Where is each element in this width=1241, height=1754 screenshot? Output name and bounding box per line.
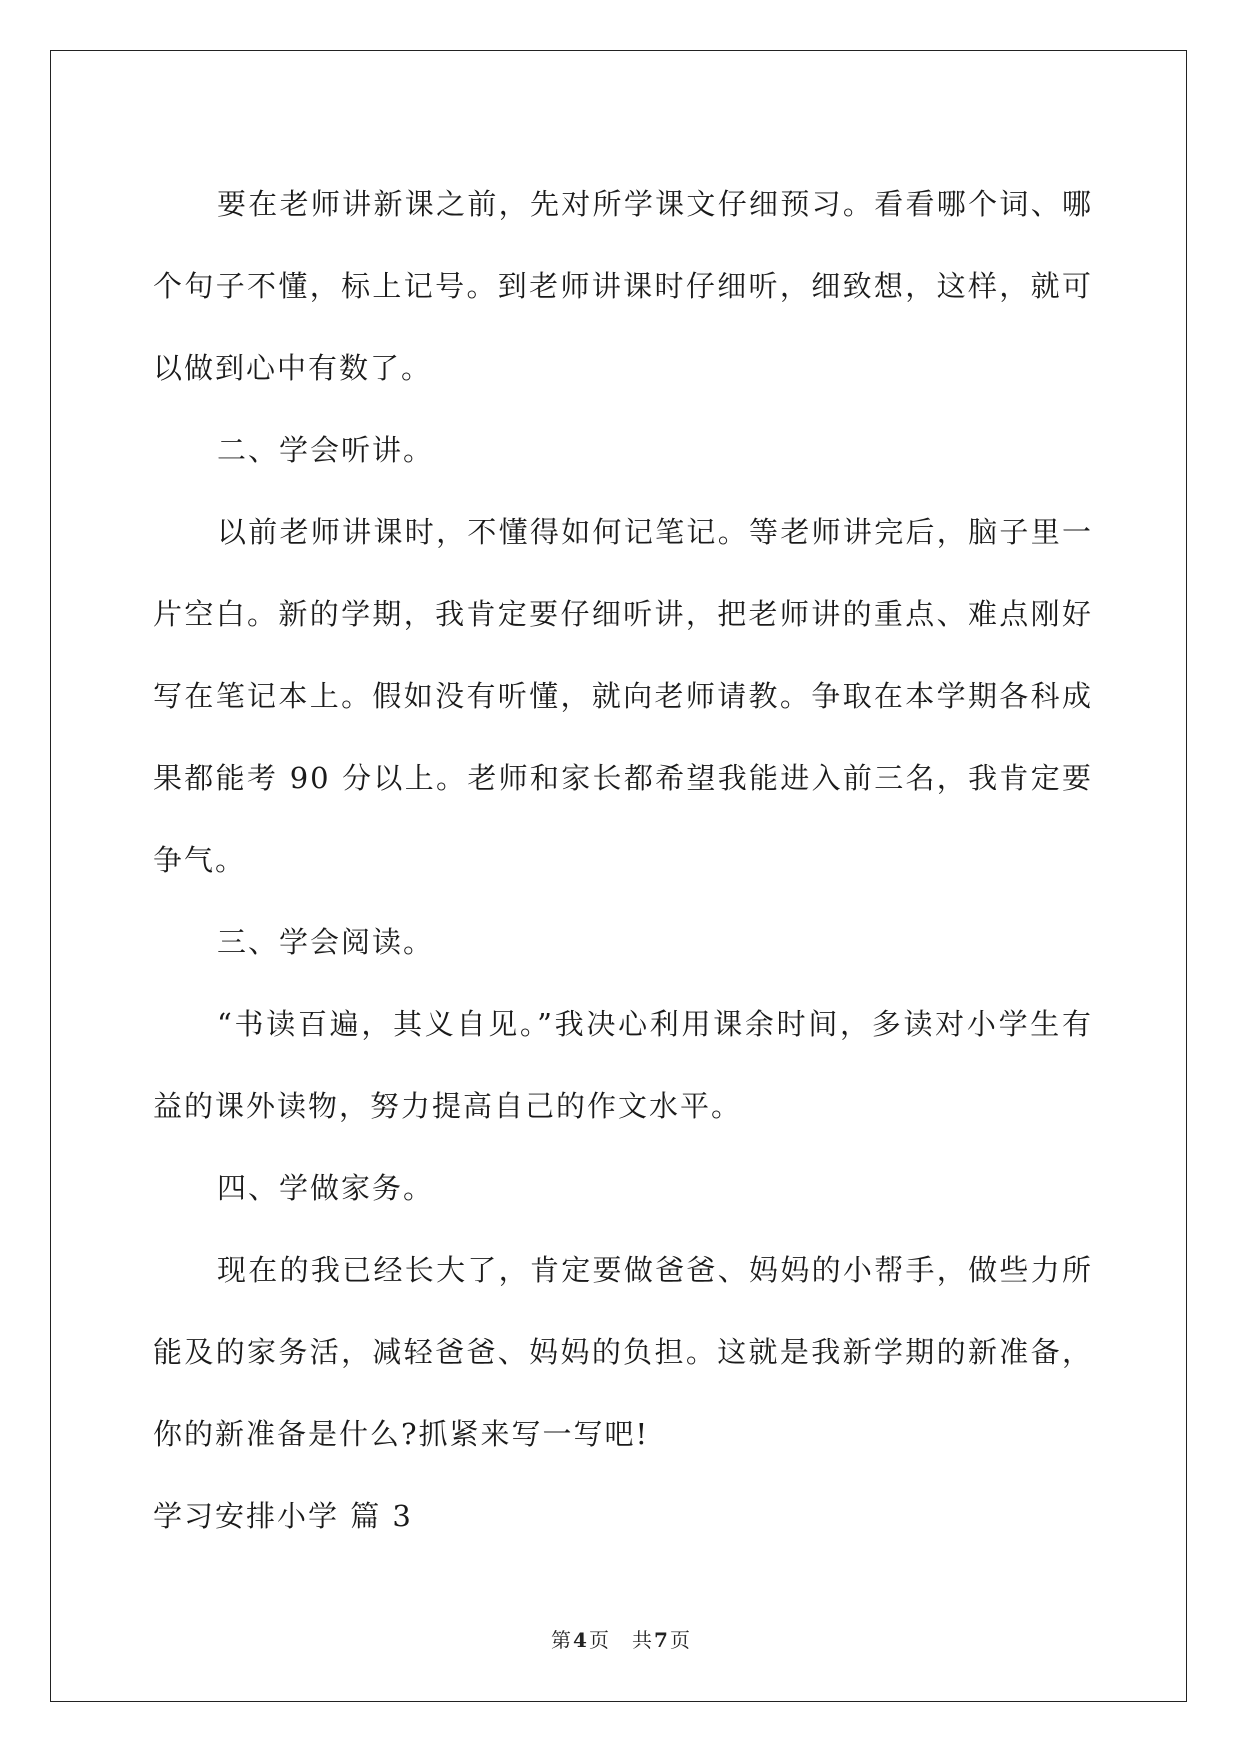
footer-total-prefix: 共 <box>632 1628 653 1652</box>
heading-learn-listening: 二、学会听讲。 <box>217 433 435 467</box>
footer-page-suffix: 页 <box>588 1628 609 1652</box>
section-title: 学习安排小学 篇 3 <box>153 1499 413 1533</box>
paragraph-housework: 现在的我已经长大了，肯定要做爸爸、妈妈的小帮手，做些力所能及的家务活，减轻爸爸、妈妈的负担。这就是我新学期的新准备，你的新准备是什么?抓紧来写一写吧! <box>153 1253 1093 1451</box>
paragraph-reading: “书读百遍，其义自见。”我决心利用课余时间，多读对小学生有益的课外读物，努力提高自己的作文水平。 <box>153 1007 1093 1123</box>
heading-learn-reading: 三、学会阅读。 <box>217 925 435 959</box>
footer-total-suffix: 页 <box>669 1628 690 1652</box>
paragraph-preview-study: 要在老师讲新课之前，先对所学课文仔细预习。看看哪个词、哪个句子不懂，标上记号。到老师讲课时仔细听，细致想，这样，就可以做到心中有数了。 <box>153 187 1093 385</box>
paragraph-listening: 以前老师讲课时，不懂得如何记笔记。等老师讲完后，脑子里一片空白。新的学期，我肯定要仔细听讲，把老师讲的重点、难点刚好写在笔记本上。假如没有听懂，就向老师请教。争取在本学期各科成果都能考 90 分以上。老师和家长都希望我能进入前三名，我肯定要争气。 <box>153 515 1093 877</box>
page-footer <box>0 1624 1241 1653</box>
footer-total-pages: 7 <box>654 1628 668 1652</box>
footer-page-number: 4 <box>573 1628 587 1652</box>
footer-prefix: 第 <box>551 1628 572 1652</box>
document-body <box>153 163 1093 1557</box>
heading-housework: 四、学做家务。 <box>217 1171 435 1205</box>
